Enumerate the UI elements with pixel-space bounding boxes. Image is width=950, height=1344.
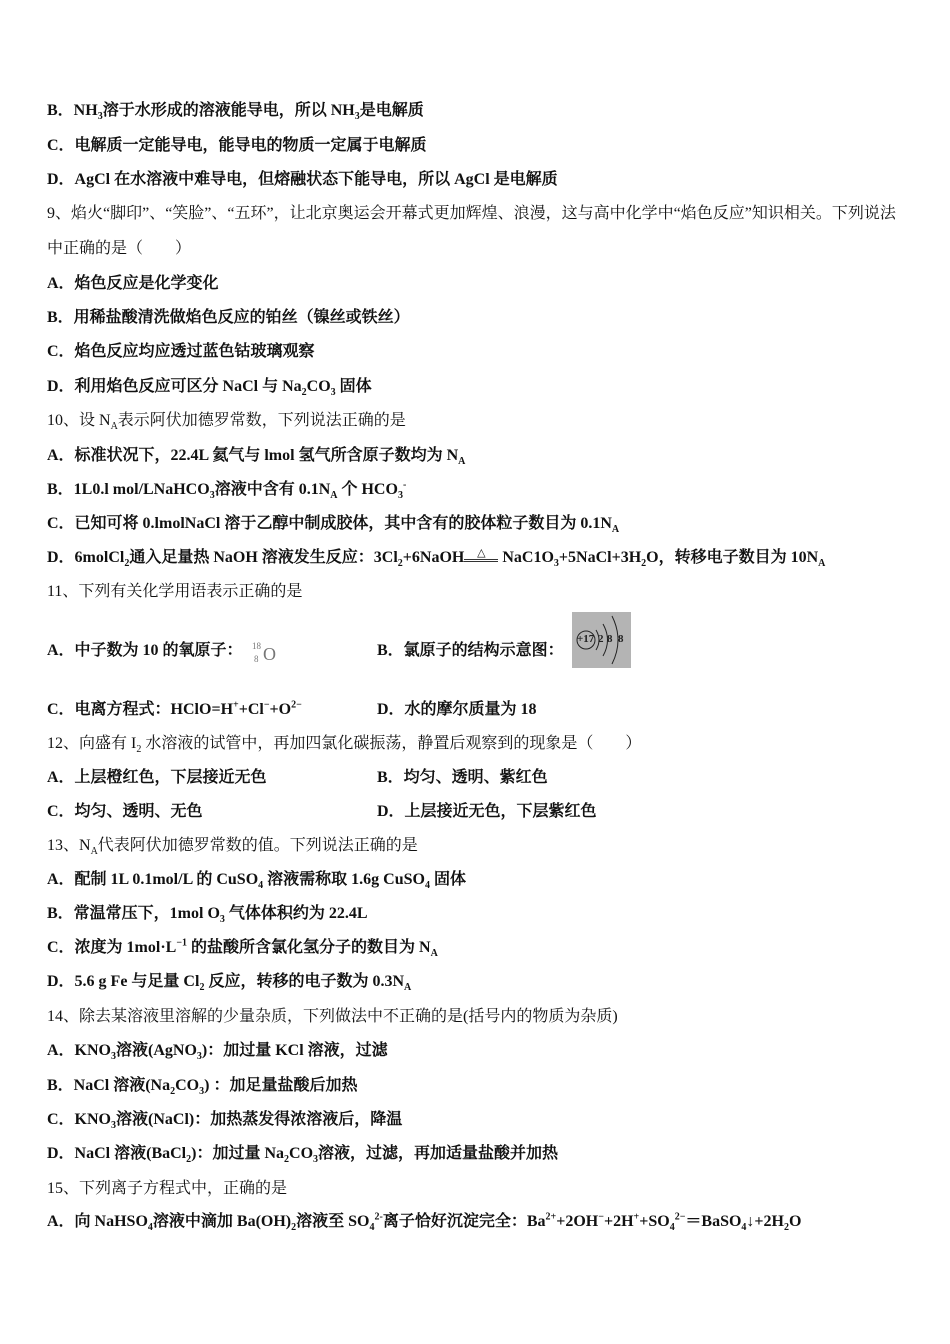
subscript: 3	[330, 387, 336, 399]
subscript: 4	[147, 1222, 153, 1234]
text-run: 溶液中含有 0.1N	[214, 481, 331, 498]
answer-option	[377, 700, 537, 720]
subscript: 2	[783, 1222, 789, 1234]
question-stem	[47, 582, 302, 602]
text-run: D．上层接近无色，下层紫红色	[377, 803, 597, 820]
answer-option	[47, 641, 243, 661]
text-run: 溶于水形成的溶液能导电，所以 NH	[102, 102, 355, 119]
text-run: +Cl	[238, 701, 264, 718]
text-run: B．常温常压下，1mol O	[47, 905, 220, 922]
subscript: 3	[209, 490, 215, 502]
text-run: A．焰色反应是化学变化	[47, 275, 219, 292]
shell-2-electrons: 8	[607, 633, 613, 645]
nucleus-charge: +17	[577, 633, 595, 645]
subscript: A	[404, 982, 412, 994]
subscript: A	[818, 558, 826, 570]
text-run: 9、焰火“脚印”、“笑脸”、“五环”，让北京奥运会开幕式更加辉煌、浪漫，这与高中化学中“焰色反应”知识相关。下列说法	[47, 205, 896, 222]
text-run: D．6molCl	[47, 549, 125, 566]
answer-option	[47, 308, 410, 328]
text-run: 水溶液的试管中，再加四氯化碳振荡，静置后观察到的现象是（ ）	[141, 735, 642, 752]
text-run: D．利用焰色反应可区分 NaCl 与 Na	[47, 378, 302, 395]
isotope-element: O	[263, 644, 276, 664]
question-stem	[47, 734, 641, 754]
answer-option	[47, 1041, 388, 1061]
superscript: −1	[176, 937, 188, 949]
text-run: 气体体积约为 22.4L	[224, 905, 368, 922]
text-run: CO	[306, 378, 331, 395]
text-run: 表示阿伏加德罗常数，下列说法正确的是	[117, 412, 406, 429]
subscript: 4	[741, 1222, 747, 1234]
answer-option	[47, 170, 558, 190]
answer-option	[47, 1076, 357, 1096]
subscript: 3	[97, 111, 103, 123]
subscript: A	[430, 948, 438, 960]
question-stem	[47, 204, 896, 224]
text-run: 溶液需称取 1.6g CuSO	[263, 871, 425, 888]
text-run: O，转移电子数目为 10N	[646, 549, 819, 566]
question-stem	[47, 1007, 618, 1027]
answer-option	[47, 136, 427, 156]
text-run: D．水的摩尔质量为 18	[377, 701, 537, 718]
subscript: 2	[199, 982, 205, 994]
answer-option	[377, 641, 564, 661]
subscript: A	[110, 421, 118, 433]
question-stem	[47, 836, 418, 856]
superscript: +	[233, 699, 239, 711]
text-run: B．1L0.l mol/LNaHCO	[47, 481, 210, 498]
subscript: 3	[219, 914, 225, 926]
answer-option	[47, 972, 411, 992]
text-run: +2H	[603, 1213, 634, 1230]
text-run: NaC1O	[498, 549, 554, 566]
answer-option	[47, 1110, 402, 1130]
text-run: ↓+2H	[746, 1213, 784, 1230]
subscript: 4	[258, 880, 264, 892]
answer-option	[47, 274, 219, 294]
subscript: A	[611, 524, 620, 536]
text-run: CO	[175, 1077, 200, 1094]
answer-option	[47, 514, 619, 534]
text-run: 14、除去某溶液里溶解的少量杂质，下列做法中不正确的是(括号内的物质为杂质)	[47, 1008, 618, 1025]
text-run: A．配制 1L 0.1mol/L 的 CuSO	[47, 871, 259, 888]
text-run: C．已知可将 0.lmolNaCl 溶于乙醇中制成胶体，其中含有的胶体粒子数目为 0.1N	[47, 515, 612, 532]
text-run: 离子恰好沉淀完全：Ba	[382, 1213, 546, 1230]
subscript: A	[90, 846, 98, 858]
text-run: D．NaCl 溶液(BaCl	[47, 1145, 187, 1162]
text-run: D．AgCl 在水溶液中难导电，但熔融状态下能导电，所以 AgCl 是电解质	[47, 171, 558, 188]
subscript: 3	[397, 490, 403, 502]
answer-option	[47, 768, 267, 788]
answer-option	[47, 548, 825, 568]
text-run: 溶液(AgNO	[116, 1042, 197, 1059]
question-stem	[47, 411, 406, 431]
subscript: 2	[397, 558, 403, 570]
text-run: +2OH	[556, 1213, 599, 1230]
answer-option	[47, 480, 406, 500]
answer-option	[377, 768, 548, 788]
answer-option	[47, 446, 465, 466]
subscript: 2	[170, 1086, 176, 1098]
text-run: C．焰色反应均应透过蓝色钴玻璃观察	[47, 343, 315, 360]
text-run: +5NaCl+3H	[558, 549, 642, 566]
text-run: C．浓度为 1mol·L	[47, 939, 177, 956]
text-run: 固体	[335, 378, 372, 395]
text-run: B．NaCl 溶液(Na	[47, 1077, 171, 1094]
text-run: )：加过量 KCl 溶液，过滤	[201, 1042, 388, 1059]
subscript: 3	[313, 1154, 319, 1166]
text-run: 代表阿伏加德罗常数的值。下列说法正确的是	[97, 837, 418, 854]
text-run: 12、向盛有 I	[47, 735, 137, 752]
text-run: A．向 NaHSO	[47, 1213, 148, 1230]
text-run: 的盐酸所含氯化氢分子的数目为 N	[187, 939, 431, 956]
text-run: C．电离方程式：HClO=H	[47, 701, 234, 718]
text-run: 通入足量热 NaOH 溶液发生反应：3Cl	[129, 549, 398, 566]
subscript: 3	[111, 1051, 117, 1063]
subscript: 2	[641, 558, 647, 570]
superscript: +	[633, 1211, 640, 1223]
text-run: B．均匀、透明、紫红色	[377, 769, 548, 786]
subscript: 3	[354, 111, 360, 123]
subscript: 3	[199, 1086, 205, 1098]
answer-option	[47, 377, 372, 397]
answer-option	[47, 1144, 558, 1164]
text-run: ＝BaSO	[685, 1213, 742, 1230]
subscript: 2	[186, 1154, 192, 1166]
subscript: 2	[124, 558, 130, 570]
text-run: ) ：加足量盐酸后加热	[204, 1077, 358, 1094]
text-run: CO	[289, 1145, 314, 1162]
subscript: 4	[369, 1222, 375, 1234]
subscript: 3	[111, 1120, 117, 1132]
question-stem	[47, 1179, 287, 1199]
text-run: 溶液至 SO	[296, 1213, 370, 1230]
heating-condition-symbol: △	[464, 548, 498, 562]
subscript: 2	[291, 1222, 297, 1234]
text-run: 个 HCO	[337, 481, 398, 498]
shell-3-electrons: 8	[618, 633, 624, 645]
superscript: 2-	[374, 1211, 383, 1223]
superscript: 2+	[545, 1211, 557, 1223]
text-run: A．KNO	[47, 1042, 112, 1059]
subscript: 3	[196, 1051, 202, 1063]
text-run: D．5.6 g Fe 与足量 Cl	[47, 973, 200, 990]
text-run: 溶液(NaCl)：加热蒸发得浓溶液后，降温	[116, 1111, 403, 1128]
chlorine-atom-structure-diagram	[572, 612, 631, 668]
answer-option	[47, 1212, 801, 1232]
text-run: 15、下列离子方程式中，正确的是	[47, 1180, 288, 1197]
subscript: 4	[424, 880, 430, 892]
text-run: B．NH	[47, 102, 98, 119]
subscript: 3	[553, 558, 559, 570]
superscript: −	[263, 699, 270, 711]
text-run: B．氯原子的结构示意图：	[377, 642, 564, 659]
subscript: 2	[284, 1154, 290, 1166]
subscript: A	[330, 490, 338, 502]
text-run: C．电解质一定能导电，能导电的物质一定属于电解质	[47, 137, 427, 154]
text-run: 中正确的是（ ）	[47, 240, 192, 257]
superscript: 2−	[291, 699, 302, 711]
oxygen-isotope-symbol	[252, 641, 282, 671]
text-run: B．用稀盐酸清洗做焰色反应的铂丝（镍丝或铁丝）	[47, 309, 410, 326]
text-run: C．均匀、透明、无色	[47, 803, 203, 820]
text-run: 13、N	[47, 837, 91, 854]
isotope-atomic-number: 8	[254, 654, 259, 664]
text-run: 10、设 N	[47, 412, 111, 429]
shell-1-electrons: 2	[598, 633, 604, 645]
text-run: 溶液中滴加 Ba(OH)	[152, 1213, 292, 1230]
text-run: +6NaOH	[402, 549, 465, 566]
question-stem	[47, 239, 191, 259]
answer-option	[47, 870, 466, 890]
text-run: 溶液，过滤，再加适量盐酸并加热	[318, 1145, 559, 1162]
answer-option	[47, 938, 438, 958]
answer-option	[47, 904, 368, 924]
answer-option	[47, 700, 302, 720]
text-run: O	[788, 1213, 802, 1230]
subscript: 2	[136, 744, 142, 756]
text-run: +SO	[639, 1213, 670, 1230]
text-run: 是电解质	[359, 102, 424, 119]
text-run: A．上层橙红色，下层接近无色	[47, 769, 267, 786]
answer-option	[47, 101, 424, 121]
text-run: C．KNO	[47, 1111, 112, 1128]
subscript: A	[458, 456, 466, 468]
superscript: 2−	[674, 1211, 686, 1223]
answer-option	[47, 342, 315, 362]
text-run: 反应，转移的电子数为 0.3N	[204, 973, 404, 990]
text-run: A．标准状况下，22.4L 氦气与 lmol 氢气所含原子数均为 N	[47, 447, 459, 464]
answer-option	[47, 802, 203, 822]
text-run: 11、下列有关化学用语表示正确的是	[47, 583, 303, 600]
isotope-mass-number: 18	[252, 641, 261, 651]
text-run: +O	[269, 701, 292, 718]
subscript: 4	[669, 1222, 675, 1234]
text-run: )：加过量 Na	[191, 1145, 285, 1162]
superscript: -	[402, 479, 407, 491]
superscript: −	[598, 1211, 604, 1223]
answer-option	[377, 802, 597, 822]
text-run: 固体	[429, 871, 466, 888]
subscript: 2	[301, 387, 307, 399]
text-run: A．中子数为 10 的氧原子：	[47, 642, 243, 659]
